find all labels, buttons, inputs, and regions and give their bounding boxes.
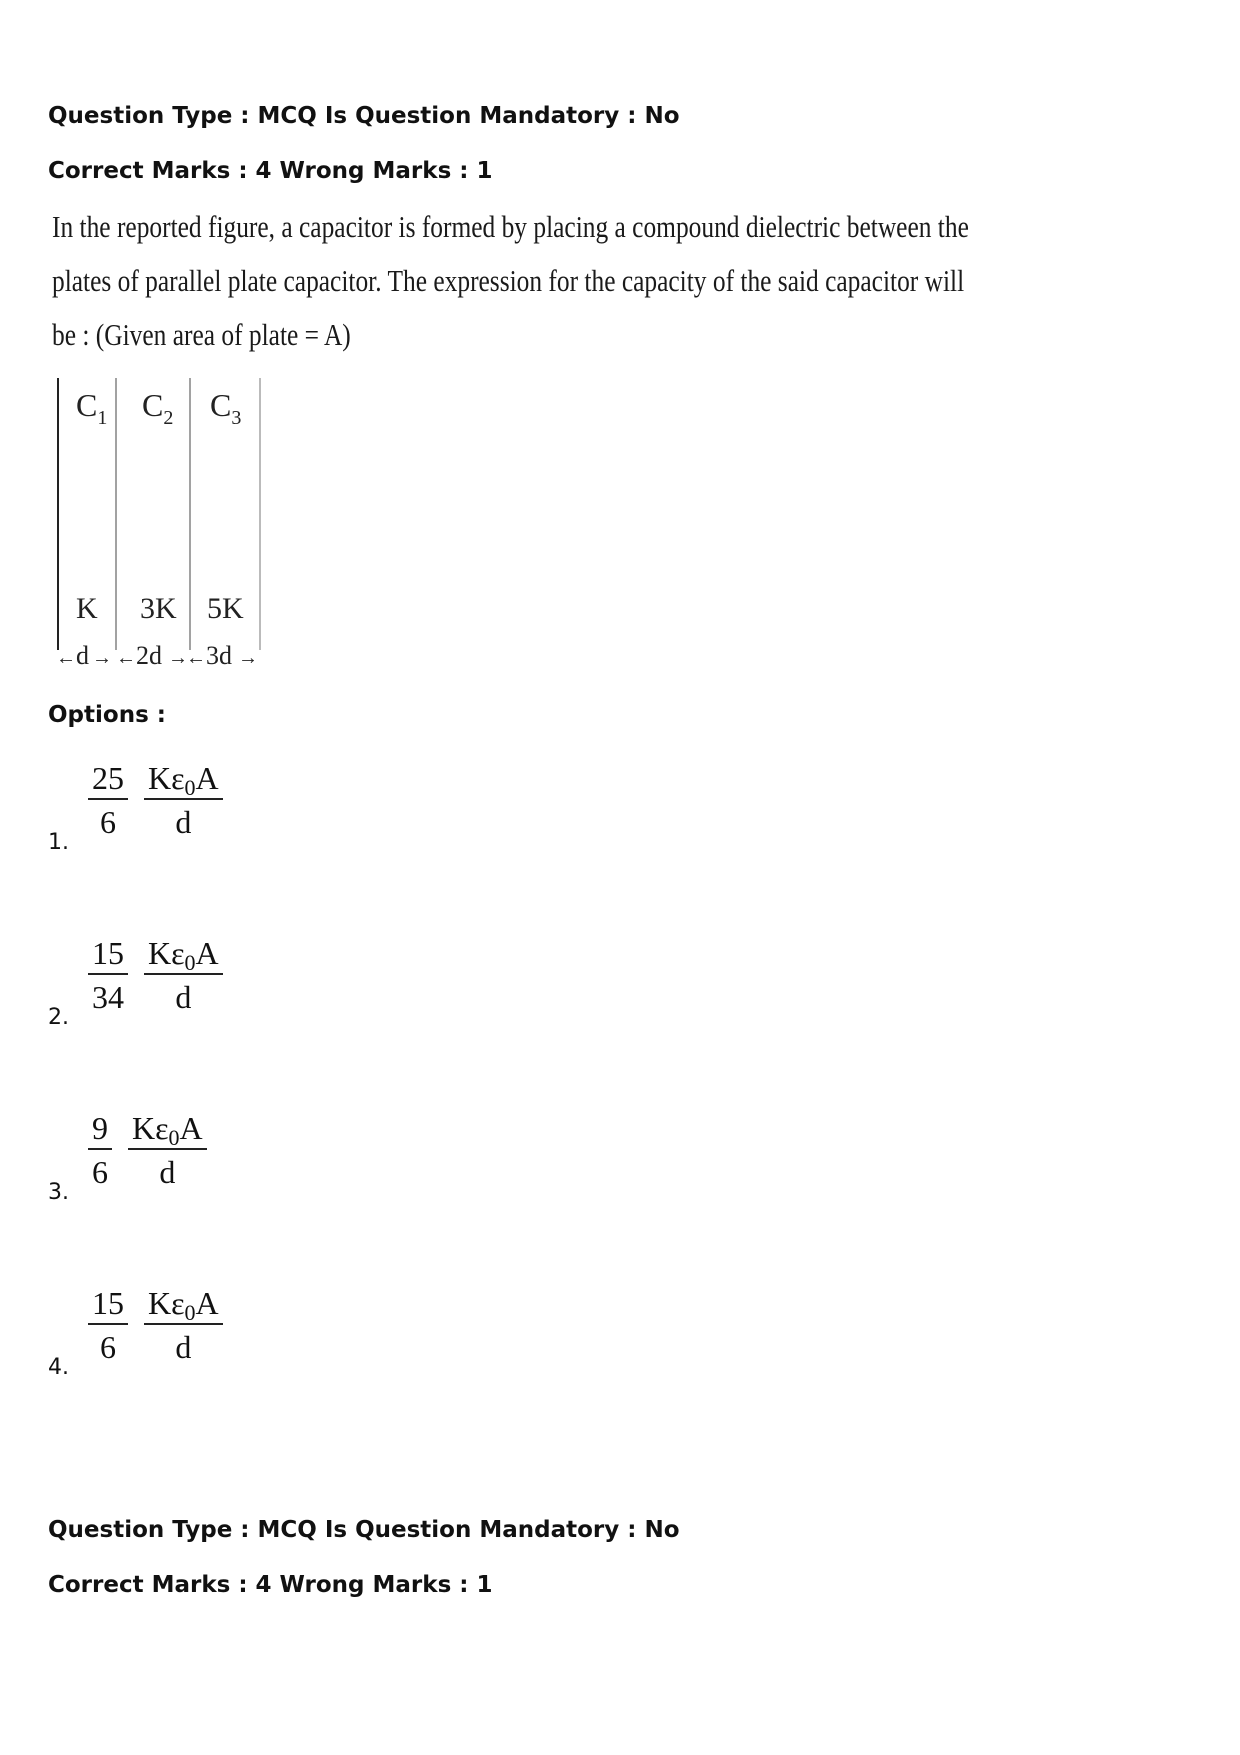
fraction-numerator: 25 [88, 758, 128, 800]
option-number: 3. [48, 1180, 69, 1205]
expression-denominator: d [159, 1154, 176, 1190]
capacitor-figure [52, 378, 272, 680]
expression-denominator: d [175, 979, 192, 1015]
expression-fraction [144, 758, 223, 844]
marks-line: Correct Marks : 4 Wrong Marks : 1 [48, 158, 493, 184]
option-number: 1. [48, 830, 69, 855]
question-text [52, 200, 969, 362]
fraction-denominator: 6 [100, 1329, 116, 1365]
question-type-line: Question Type : MCQ Is Question Mandatory : No [48, 1517, 680, 1543]
marks-line: Correct Marks : 4 Wrong Marks : 1 [48, 1572, 493, 1598]
cap-label-c2: $C_2$ [142, 387, 174, 429]
coefficient-fraction [88, 933, 128, 1019]
width-label-2: 2d [136, 641, 162, 670]
options-heading: Options : [48, 702, 166, 728]
question-text-line: be : (Given area of plate = A) [52, 317, 351, 352]
cap-label-c3: $C_3$ [210, 387, 242, 429]
question-text-line: In the reported figure, a capacitor is formed by placing a compound dielectric between the [52, 209, 969, 244]
arrow-left-icon: ← [186, 647, 206, 669]
expression-fraction [144, 1283, 223, 1369]
expression-numerator: $K\varepsilon_0A$ [144, 1283, 223, 1325]
coefficient-fraction [88, 758, 128, 844]
coefficient-fraction [88, 1108, 112, 1194]
dielectric-label-1: K [76, 592, 98, 625]
dielectric-label-2: 3K [140, 592, 177, 625]
option-1-expression[interactable] [88, 758, 239, 844]
question-text-line: plates of parallel plate capacitor. The expression for the capacity of the said capacitor will [52, 263, 965, 298]
arrow-right-icon: → [168, 647, 188, 669]
fraction-denominator: 6 [92, 1154, 108, 1190]
fraction-denominator: 34 [92, 979, 124, 1015]
width-label-1: d [76, 641, 89, 670]
option-2-expression[interactable] [88, 933, 239, 1019]
expression-denominator: d [175, 804, 192, 840]
fraction-denominator: 6 [100, 804, 116, 840]
arrow-left-icon: ← [56, 647, 76, 669]
fraction-numerator: 15 [88, 1283, 128, 1325]
cap-label-c1: $C_1$ [76, 387, 108, 429]
expression-numerator: $K\varepsilon_0A$ [144, 933, 223, 975]
option-number: 2. [48, 1005, 69, 1030]
expression-fraction [128, 1108, 207, 1194]
dielectric-label-3: 5K [207, 592, 244, 625]
expression-numerator: $K\varepsilon_0A$ [128, 1108, 207, 1150]
width-label-3: 3d [206, 641, 232, 670]
arrow-right-icon: → [238, 647, 258, 669]
expression-denominator: d [175, 1329, 192, 1365]
option-3-expression[interactable] [88, 1108, 223, 1194]
option-number: 4. [48, 1355, 69, 1380]
expression-fraction [144, 933, 223, 1019]
fraction-numerator: 9 [88, 1108, 112, 1150]
width-arrows [56, 641, 258, 670]
arrow-right-icon: → [92, 647, 112, 669]
option-4-expression[interactable] [88, 1283, 239, 1369]
arrow-left-icon: ← [116, 647, 136, 669]
expression-numerator: $K\varepsilon_0A$ [144, 758, 223, 800]
question-type-line: Question Type : MCQ Is Question Mandatory : No [48, 103, 680, 129]
coefficient-fraction [88, 1283, 128, 1369]
fraction-numerator: 15 [88, 933, 128, 975]
capacitor-diagram [52, 378, 272, 680]
